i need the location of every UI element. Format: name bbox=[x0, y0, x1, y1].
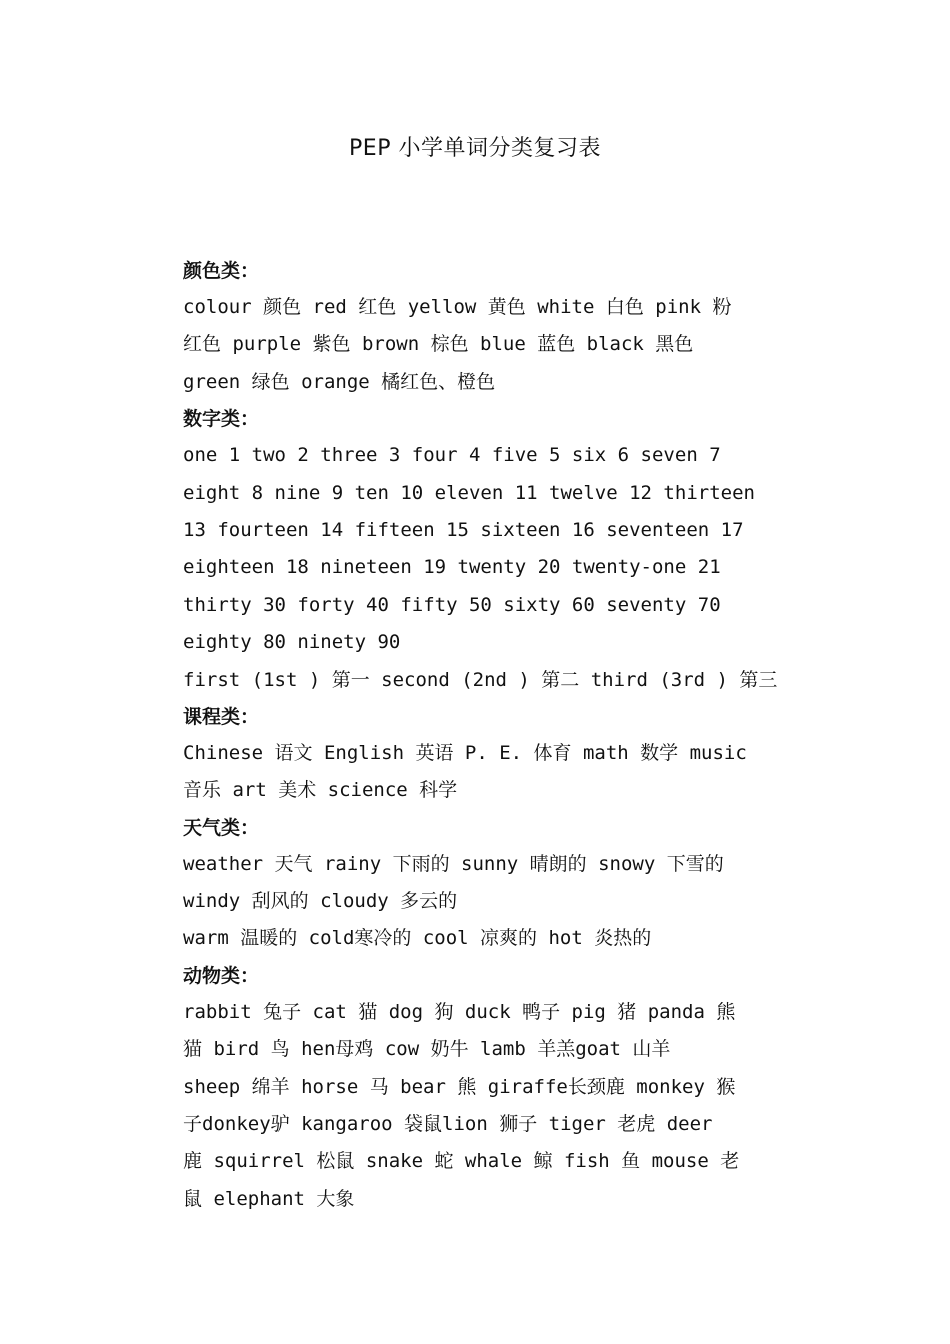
text-line: 13 fourteen 14 fifteen 15 sixteen 16 seventeen 17 bbox=[183, 518, 744, 541]
section-heading-numbers: 数字类： bbox=[183, 408, 260, 431]
text-line: 鼠 elephant 大象 bbox=[183, 1187, 355, 1210]
text-line: eighteen 18 nineteen 19 twenty 20 twenty-one 21 bbox=[183, 556, 721, 579]
text-line: warm 温暖的 cold寒冷的 cool 凉爽的 hot 炎热的 bbox=[183, 927, 652, 950]
text-line: one 1 two 2 three 3 four 4 five 5 six 6 seven 7 bbox=[183, 444, 721, 467]
text-line: windy 刮风的 cloudy 多云的 bbox=[183, 890, 458, 913]
document-body bbox=[183, 253, 778, 1218]
text-line: rabbit 兔子 cat 猫 dog 狗 duck 鸭子 pig 猪 panda 熊 bbox=[183, 1000, 736, 1023]
text-line: weather 天气 rainy 下雨的 sunny 晴朗的 snowy 下雪的 bbox=[183, 852, 724, 875]
text-line: first (1st ) 第一 second (2nd ) 第二 third (3rd ) 第三 bbox=[183, 668, 778, 691]
text-line: 红色 purple 紫色 brown 棕色 blue 蓝色 black 黑色 bbox=[183, 333, 694, 356]
text-line: 猫 bird 鸟 hen母鸡 cow 奶牛 lamb 羊羔goat 山羊 bbox=[183, 1038, 671, 1061]
text-line: sheep 绵羊 horse 马 bear 熊 giraffe长颈鹿 monkey 猴 bbox=[183, 1075, 736, 1098]
section-heading-weather: 天气类： bbox=[183, 816, 260, 839]
text-line: 鹿 squirrel 松鼠 snake 蛇 whale 鲸 fish 鱼 mouse 老 bbox=[183, 1150, 740, 1173]
text-line: Chinese 语文 English 英语 P. E. 体育 math 数学 music bbox=[183, 741, 747, 764]
text-line: eighty 80 ninety 90 bbox=[183, 631, 401, 654]
text-line: colour 颜色 red 红色 yellow 黄色 white 白色 pink 粉 bbox=[183, 296, 732, 318]
document-title: PEP 小学单词分类复习表 bbox=[349, 136, 601, 161]
section-heading-animals: 动物类： bbox=[183, 964, 260, 987]
text-line: green 绿色 orange 橘红色、橙色 bbox=[183, 370, 496, 393]
text-line: 子donkey驴 kangaroo 袋鼠lion 狮子 tiger 老虎 deer bbox=[183, 1113, 713, 1136]
text-line: eight 8 nine 9 ten 10 eleven 11 twelve 12 thirteen bbox=[183, 481, 755, 504]
text-line: 音乐 art 美术 science 科学 bbox=[183, 779, 458, 802]
section-heading-colours: 颜色类： bbox=[183, 260, 260, 282]
text-line: thirty 30 forty 40 fifty 50 sixty 60 seventy 70 bbox=[183, 593, 721, 616]
section-heading-subjects: 课程类： bbox=[183, 705, 260, 728]
